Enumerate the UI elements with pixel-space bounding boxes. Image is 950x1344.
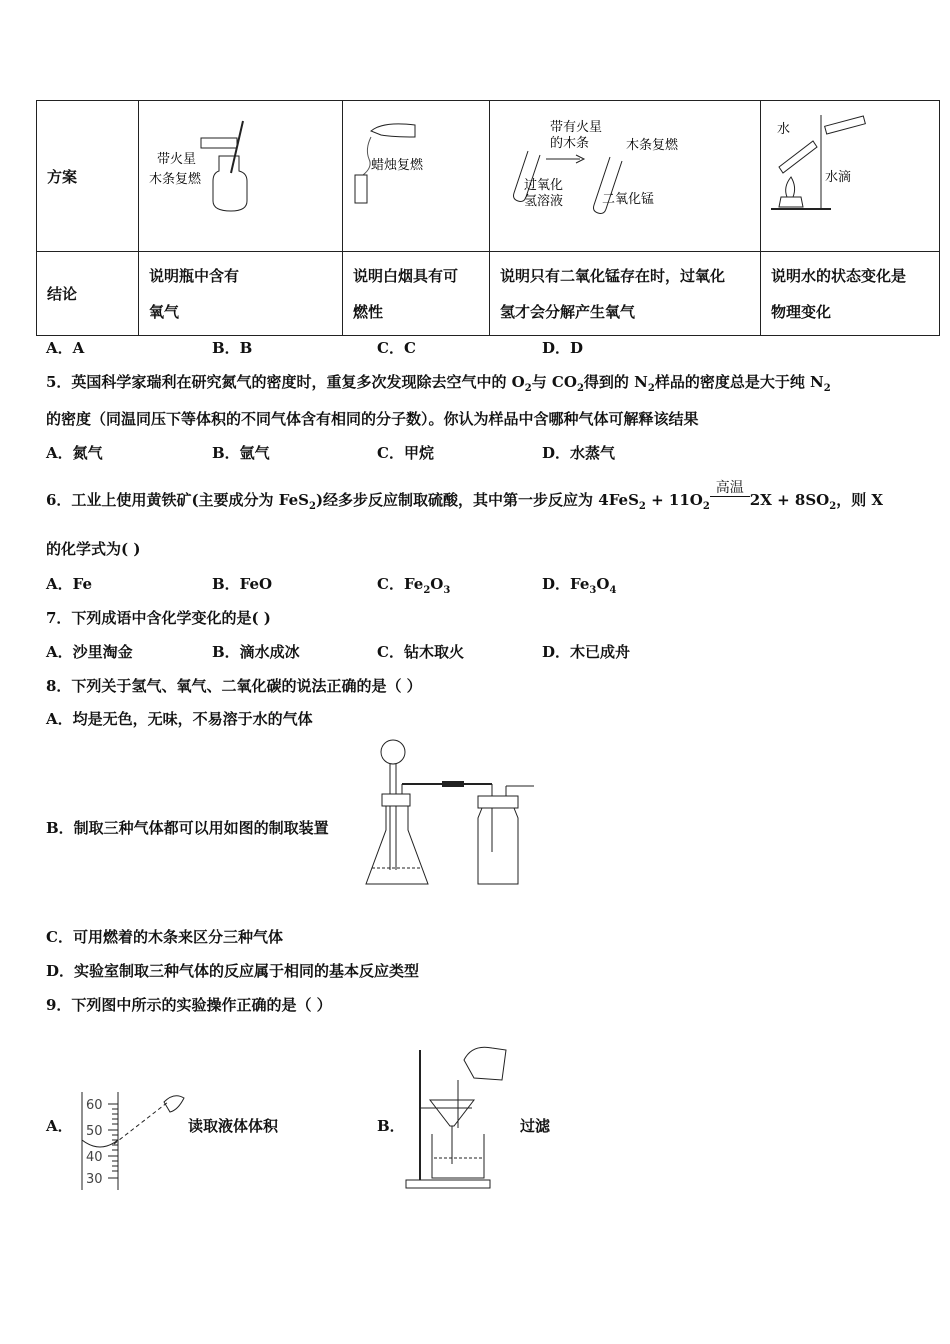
cylinder-mark: 30 (86, 1172, 103, 1187)
q6-stem-line1: 6．工业上使用黄铁矿(主要成分为 FeS$_2$)经多步反应制取硫酸，其中第一步反应为 $4FeS_2 + 11O_2$ 高温 $2X + 8SO_2$，则 X (46, 480, 884, 512)
cylinder-mark: 60 (86, 1098, 103, 1113)
diagram-label: 水 (777, 122, 791, 137)
conclusion-text: 说明白烟具有可 (353, 266, 459, 285)
rubber-connector (442, 781, 464, 787)
row-label-scheme: 方案 (37, 101, 139, 252)
q6-option-b[interactable]: B．FeO (212, 575, 273, 593)
q8-stem: 8．下列关于氢气、氧气、二氧化碳的说法正确的是（ ） (46, 677, 422, 695)
stopper (382, 794, 410, 806)
q9-stem: 9．下列图中所示的实验操作正确的是（ ） (46, 996, 332, 1014)
hand-with-match (371, 124, 415, 137)
test-tube (779, 141, 817, 173)
candle (355, 175, 367, 203)
scheme-cell-d (761, 101, 940, 252)
q8-option-a[interactable]: A．均是无色，无味，不易溶于水的气体 (46, 710, 313, 728)
q9-option-b-letter[interactable]: B． (377, 1117, 405, 1135)
conclusion-cell-a (139, 252, 343, 336)
diagram-label: 二氧化锰 (602, 192, 655, 207)
q9-option-a-letter[interactable]: A． (46, 1117, 73, 1135)
q6-option-a[interactable]: A．Fe (46, 575, 93, 593)
wooden-splint (231, 121, 243, 173)
glass-plate (201, 138, 237, 148)
diagram-label: 蜡烛复燃 (371, 158, 424, 173)
q7-option-a[interactable]: A．沙里淘金 (46, 643, 133, 661)
q8-option-c[interactable]: C．可用燃着的木条来区分三种气体 (46, 928, 283, 946)
q4-option-a[interactable]: A．A (46, 339, 85, 357)
q5-option-a[interactable]: A．氮气 (46, 444, 103, 462)
test-tubes-diagram (490, 101, 760, 247)
conclusion-cell-d (761, 252, 940, 336)
candle-diagram (343, 101, 489, 247)
conical-flask (366, 806, 428, 884)
q5-stem-line2: 的密度（同温同压下等体积的不同气体含有相同的分子数）。你认为样品中含哪种气体可解释该结果 (46, 410, 699, 428)
q5-option-d[interactable]: D．水蒸气 (542, 444, 616, 462)
diagram-label: 水滴 (825, 170, 852, 185)
q4-option-c[interactable]: C．C (377, 339, 416, 357)
scheme-cell-a (139, 101, 343, 252)
scheme-cell-b (343, 101, 490, 252)
gas-generation-apparatus (360, 738, 540, 890)
experiment-table (36, 100, 940, 336)
conclusion-text: 氧气 (149, 302, 180, 321)
q7-option-b[interactable]: B．滴水成冰 (212, 643, 300, 661)
conclusion-text: 说明只有二氧化锰存在时，过氧化 (500, 266, 726, 285)
diagram-label: 过氧化 (524, 178, 564, 193)
conclusion-text: 物理变化 (771, 302, 832, 321)
filtration-diagram (402, 1040, 514, 1192)
collecting-bottle-stopper (478, 796, 518, 808)
eye-icon (164, 1096, 184, 1112)
q7-stem: 7．下列成语中含化学变化的是( ) (46, 609, 271, 627)
white-smoke (363, 137, 371, 175)
conclusion-cell-b (343, 252, 490, 336)
graduated-cylinder-diagram (78, 1090, 188, 1194)
beaker-pouring (464, 1047, 506, 1080)
q5-option-b[interactable]: B．氩气 (212, 444, 270, 462)
scheme-cell-c (490, 101, 761, 252)
meniscus (82, 1140, 118, 1147)
iron-stand-base (406, 1180, 490, 1188)
diagram-label: 的木条 (550, 136, 590, 151)
conclusion-text: 说明瓶中含有 (149, 266, 240, 285)
q7-option-d[interactable]: D．木已成舟 (542, 643, 631, 661)
q5-option-c[interactable]: C．甲烷 (377, 444, 434, 462)
conclusion-text: 说明水的状态变化是 (771, 266, 907, 285)
gas-bottle (213, 156, 247, 211)
diagram-label: 氢溶液 (524, 194, 564, 209)
q5-stem-line1: 5．英国科学家瑞利在研究氮气的密度时，重复多次发现除去空气中的 $O_2$与 $CO_2$得到的 $N_2$样品的密度总是大于纯 $N_2$ (46, 373, 831, 394)
sight-line (114, 1102, 168, 1144)
q7-option-c[interactable]: C．钻木取火 (377, 643, 464, 661)
collecting-bottle (478, 808, 518, 884)
diagram-label: 带有火星 (550, 120, 603, 135)
q8-option-d[interactable]: D．实验室制取三种气体的反应属于相同的基本反应类型 (46, 962, 420, 980)
q6-option-c[interactable]: C．$Fe_2O_3$ (377, 575, 451, 596)
row-label-conclusion: 结论 (37, 252, 139, 336)
diagram-label: 木条复燃 (626, 138, 679, 153)
separatory-funnel (381, 740, 405, 764)
diagram-label: 木条复燃 (149, 172, 202, 187)
alcohol-lamp-flame (786, 177, 795, 197)
q4-option-d[interactable]: D．D (542, 339, 584, 357)
conclusion-text: 氢才会分解产生氧气 (500, 302, 636, 321)
q6-option-d[interactable]: D．$Fe_3O_4$ (542, 575, 617, 596)
bottle-splint-diagram (139, 101, 342, 247)
q6-stem-line2: 的化学式为( ) (46, 540, 141, 558)
q8-option-b[interactable]: B．制取三种气体都可以用如图的制取装置 (46, 819, 329, 837)
q9-option-a-text: 读取液体体积 (188, 1117, 279, 1135)
cylinder-mark: 40 (86, 1150, 103, 1165)
conclusion-text: 燃性 (353, 302, 384, 321)
water-heating-diagram (761, 101, 939, 247)
q4-option-b[interactable]: B．B (212, 339, 253, 357)
conclusion-cell-c (490, 252, 761, 336)
reaction-condition: 高温 (710, 494, 750, 512)
alcohol-lamp (779, 197, 803, 207)
receiving-beaker (432, 1134, 484, 1178)
funnel (430, 1100, 474, 1126)
cylinder-mark: 50 (86, 1124, 103, 1139)
glass-sheet (825, 116, 866, 134)
diagram-label: 带火星 (157, 152, 197, 167)
q9-option-b-text: 过滤 (520, 1117, 551, 1135)
